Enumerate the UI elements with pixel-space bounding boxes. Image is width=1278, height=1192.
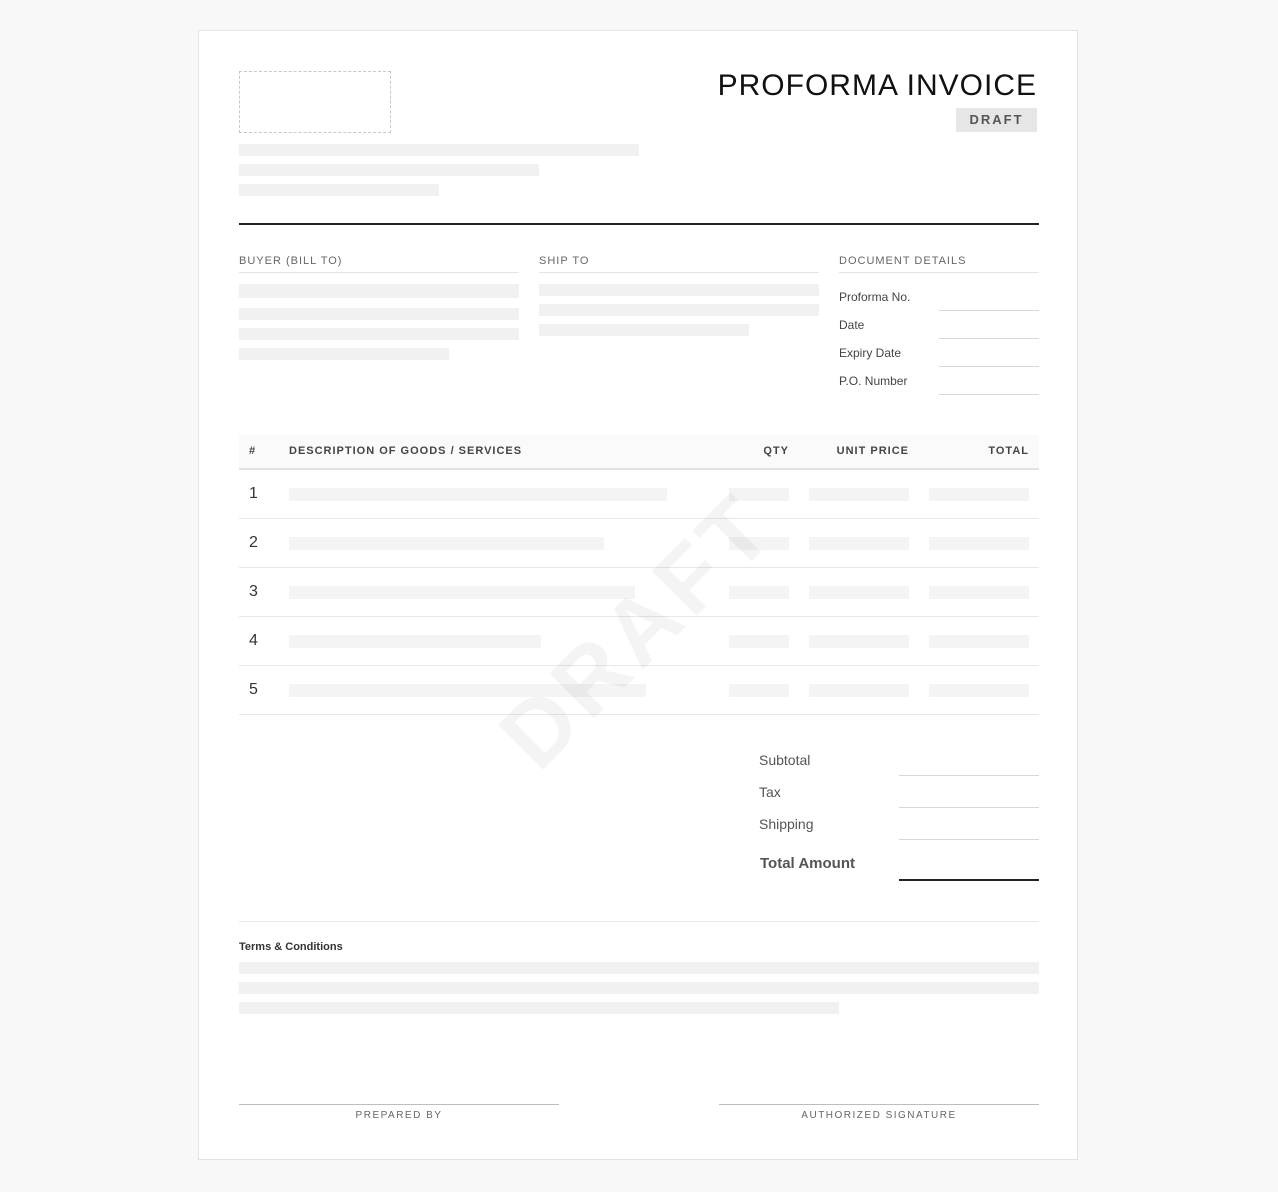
total-cell[interactable]: [929, 586, 1029, 599]
ship-to-section-label: SHIP TO: [539, 255, 819, 273]
qty-cell[interactable]: [729, 635, 789, 648]
proforma-no-field[interactable]: [939, 310, 1039, 311]
description-cell[interactable]: [289, 684, 646, 697]
unit-price-cell[interactable]: [809, 586, 909, 599]
expiry-date-label: Expiry Date: [839, 346, 902, 360]
row-number: 2: [249, 534, 258, 551]
buyer-line: [239, 328, 519, 340]
buyer-line: [239, 284, 519, 298]
expiry-date-field[interactable]: [939, 366, 1039, 367]
table-row: [239, 470, 1039, 519]
buyer-line: [239, 348, 449, 360]
terms-title: Terms & Conditions: [239, 941, 343, 953]
shipping-field[interactable]: [899, 839, 1039, 840]
document-title: PROFORMA INVOICE: [717, 69, 1037, 102]
row-number: 5: [249, 681, 258, 698]
tax-label: Tax: [759, 784, 781, 800]
qty-cell[interactable]: [729, 586, 789, 599]
company-address-line: [239, 184, 439, 196]
po-number-field[interactable]: [939, 394, 1039, 395]
subtotal-field[interactable]: [899, 775, 1039, 776]
row-number: 3: [249, 583, 258, 600]
qty-cell[interactable]: [729, 684, 789, 697]
po-number-label: P.O. Number: [839, 374, 908, 388]
unit-price-cell[interactable]: [809, 488, 909, 501]
prepared-by-label: PREPARED BY: [355, 1110, 443, 1121]
ship-to-line: [539, 304, 819, 316]
items-table-header: [239, 435, 1039, 470]
terms-divider: [239, 921, 1039, 922]
authorized-signature-line[interactable]: [719, 1104, 1039, 1105]
date-label: Date: [839, 318, 865, 332]
date-field[interactable]: [939, 338, 1039, 339]
logo-placeholder: [239, 71, 391, 133]
terms-line: [239, 982, 1039, 994]
total-amount-label: Total Amount: [760, 855, 855, 872]
table-row: [239, 666, 1039, 715]
qty-cell[interactable]: [729, 488, 789, 501]
qty-cell[interactable]: [729, 537, 789, 550]
header-divider: [239, 223, 1039, 225]
ship-to-line: [539, 284, 819, 296]
total-cell[interactable]: [929, 537, 1029, 550]
total-cell[interactable]: [929, 684, 1029, 697]
ship-to-line: [539, 324, 749, 336]
tax-field[interactable]: [899, 807, 1039, 808]
total-amount-field[interactable]: [899, 879, 1039, 881]
shipping-label: Shipping: [759, 816, 814, 832]
description-cell[interactable]: [289, 488, 667, 501]
document-details-label: DOCUMENT DETAILS: [839, 255, 1039, 273]
proforma-no-label: Proforma No.: [839, 290, 911, 304]
prepared-by-signature-line[interactable]: [239, 1104, 559, 1105]
description-cell[interactable]: [289, 537, 604, 550]
terms-line: [239, 1002, 839, 1014]
description-cell[interactable]: [289, 635, 541, 648]
buyer-line: [239, 308, 519, 320]
col-header-qty: QTY: [763, 445, 789, 457]
col-header-unit-price: UNIT PRICE: [836, 445, 909, 457]
col-header-number: #: [249, 445, 257, 457]
subtotal-label: Subtotal: [759, 752, 811, 768]
row-number: 1: [249, 485, 258, 502]
table-row: [239, 519, 1039, 568]
col-header-total: TOTAL: [988, 445, 1029, 457]
total-cell[interactable]: [929, 635, 1029, 648]
company-address-line: [239, 144, 639, 156]
col-header-description: DESCRIPTION OF GOODS / SERVICES: [289, 445, 523, 457]
unit-price-cell[interactable]: [809, 684, 909, 697]
terms-line: [239, 962, 1039, 974]
table-row: [239, 617, 1039, 666]
invoice-page: [198, 30, 1078, 1160]
row-number: 4: [249, 632, 258, 649]
total-cell[interactable]: [929, 488, 1029, 501]
authorized-signature-label: AUTHORIZED SIGNATURE: [801, 1110, 957, 1121]
buyer-section-label: BUYER (BILL TO): [239, 255, 519, 273]
table-row: [239, 568, 1039, 617]
company-address-line: [239, 164, 539, 176]
description-cell[interactable]: [289, 586, 635, 599]
unit-price-cell[interactable]: [809, 635, 909, 648]
status-badge: DRAFT: [956, 108, 1037, 132]
unit-price-cell[interactable]: [809, 537, 909, 550]
